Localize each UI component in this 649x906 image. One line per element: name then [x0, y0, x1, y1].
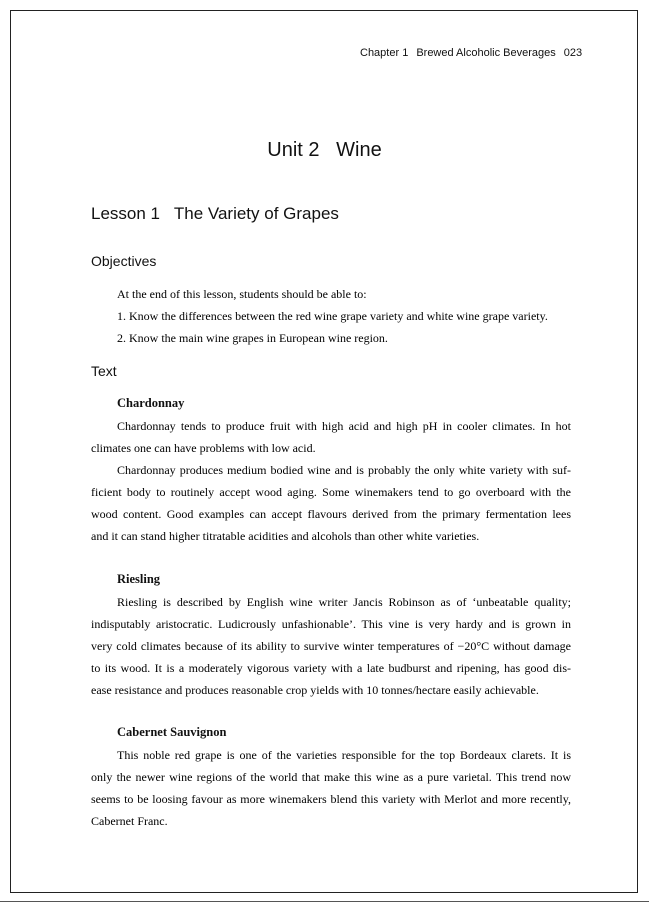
header-page-number: 023	[563, 47, 583, 59]
paragraph-line: to its wood. It is a moderately vigorous variety with a late budburst and ripening, has good dis-	[91, 661, 571, 675]
paragraph-line: Cabernet Franc.	[91, 814, 168, 828]
paragraph-line: Chardonnay produces medium bodied wine and is probably the only white variety with suf-	[117, 463, 571, 477]
objective-item: 2. Know the main wine grapes in European wine region.	[117, 331, 388, 345]
objective-item: 1. Know the differences between the red wine grape variety and white wine grape variety.	[117, 309, 548, 323]
objectives-intro: At the end of this lesson, students should be able to:	[117, 287, 367, 301]
variety-heading-chardonnay: Chardonnay	[117, 396, 185, 410]
objectives-heading: Objectives	[91, 253, 157, 269]
paragraph-line: Riesling is described by English wine writer Jancis Robinson as of ‘unbeatable quality;	[117, 595, 571, 609]
paragraph-line: and it can stand higher titratable acidities and alcohols than other white varieties.	[91, 529, 480, 543]
paragraph-line: ease resistance and produces reasonable crop yields with 10 tonnes/hectare easily achievable.	[91, 683, 539, 697]
paragraph-line: seems to be loosing favour as more winemakers blend this variety with Merlot and more recently,	[91, 792, 571, 806]
paragraph-line: ficient body to routinely accept wood aging. Some winemakers tend to go overboard with the	[91, 485, 571, 499]
header-chapter: Chapter 1	[360, 47, 409, 59]
variety-heading-riesling: Riesling	[117, 572, 161, 586]
paragraph-line: This noble red grape is one of the varieties responsible for the top Bordeaux clarets. It is	[117, 748, 571, 762]
lesson-title: Lesson 1 The Variety of Grapes	[91, 204, 339, 223]
text-heading: Text	[91, 363, 117, 379]
paragraph-line: Chardonnay tends to produce fruit with high acid and high pH in cooler climates. In hot	[117, 419, 571, 433]
bottom-divider	[0, 901, 649, 902]
paragraph-line: very cold climates because of its ability to survive winter temperatures of −20°C without damage	[91, 639, 571, 653]
paragraph-line: wood content. Good examples can accept flavours derived from the primary fermentation lees	[91, 507, 571, 521]
unit-title: Unit 2 Wine	[267, 139, 382, 161]
paragraph-line: indisputably aristocratic. Ludicrously unfashionable’. This vine is very hardy and is grown in	[91, 617, 571, 631]
header-chapter-title: Brewed Alcoholic Beverages	[416, 47, 556, 59]
paragraph-line: only the newer wine regions of the world that make this wine as a pure varietal. This trend now	[91, 770, 571, 784]
variety-heading-cabernet-sauvignon: Cabernet Sauvignon	[117, 725, 227, 739]
paragraph-line: climates one can have problems with low acid.	[91, 441, 316, 455]
running-header	[360, 47, 582, 59]
